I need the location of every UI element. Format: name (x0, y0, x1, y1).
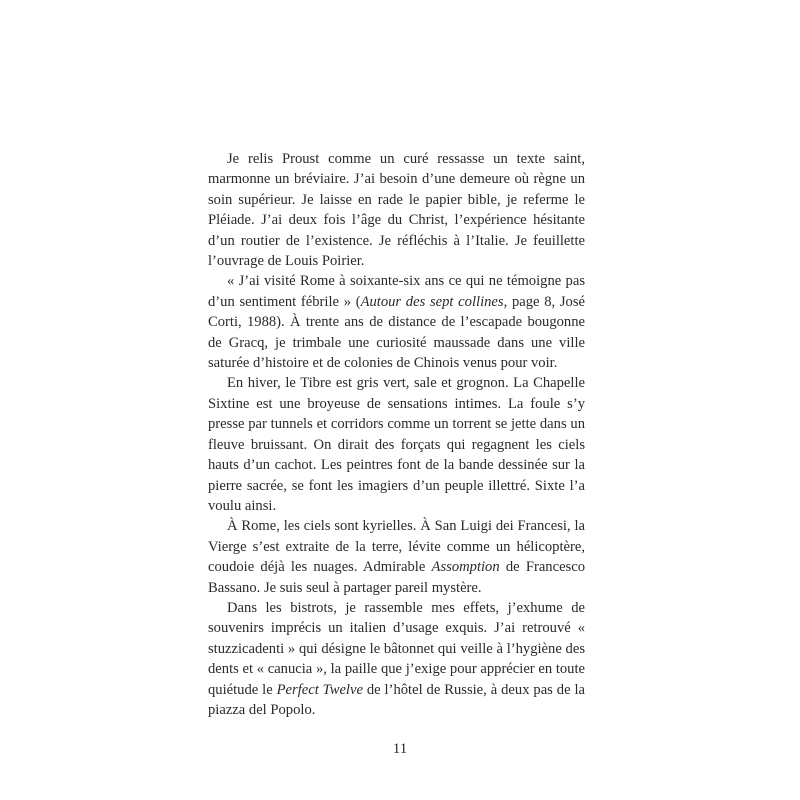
paragraph-2-text-a: « J’ai visité Rome à soixante-six ans ce qui ne témoigne pas d’un sentiment fébrile » ( (208, 273, 585, 310)
body-text (208, 149, 585, 720)
paragraph-2-text-b: , page 8, José Corti, 1988). À trente ans de distance de l’escapade bougonne de Gracq, je trimbale une curiosité maussade dans une ville saturée d’histoire et de colonies de Chinois venus pour voir. (208, 293, 585, 372)
paragraph-2 (208, 271, 585, 373)
book-title-italic: Autour des sept collines (360, 293, 504, 310)
paragraph-3-text: En hiver, le Tibre est gris vert, sale et grognon. La Chapelle Sixtine est une broyeuse de sensations intimes. La foule s’y presse par tunnels et corridors comme un torrent se jette dans un fleuve bruissant. On dirait des forçats qui regagnent les ciels hauts d’un cachot. Les peintres font de la bande dessinée sur la pierre sacrée, se font les imagiers d’un peuple illettré. Sixte l’a voulu ainsi. (208, 375, 585, 514)
cocktail-name-italic: Perfect Twelve (276, 681, 363, 698)
paragraph-3 (208, 373, 585, 516)
paragraph-5-text-a: Dans les bistrots, je rassemble mes effets, j’exhume de souvenirs imprécis un italien d’usage exquis. J’ai retrouvé « stuzzicadenti » qui désigne le bâtonnet qui veille à l’hygiène des dents et « canucia », la paille que j’exige pour apprécier en toute quiétude le (208, 599, 585, 698)
paragraph-5-text-b: de l’hôtel de Russie, à deux pas de la piazza del Popolo. (208, 681, 585, 718)
paragraph-4 (208, 516, 585, 598)
paragraph-1 (208, 149, 585, 271)
page-number: 11 (392, 741, 408, 757)
paragraph-1-text: Je relis Proust comme un curé ressasse un texte saint, marmonne un bréviaire. J’ai besoin d’une demeure où règne un soin supérieur. Je laisse en rade le papier bible, je referme le Pléiade. J’ai deux fois l’âge du Christ, l’expérience hésitante d’un routier de l’existence. Je réfléchis à l’Italie. Je feuillette l’ouvrage de Louis Poirier. (208, 151, 585, 270)
paragraph-4-text-a: À Rome, les ciels sont kyrielles. À San Luigi dei Francesi, la Vierge s’est extraite de la terre, lévite comme un hélicoptère, coudoie déjà les nuages. Admirable (208, 518, 585, 576)
paragraph-5 (208, 598, 585, 720)
artwork-title-italic: Assomption (431, 559, 500, 576)
paragraph-4-text-b: de Francesco Bassano. Je suis seul à partager pareil mystère. (208, 559, 586, 596)
